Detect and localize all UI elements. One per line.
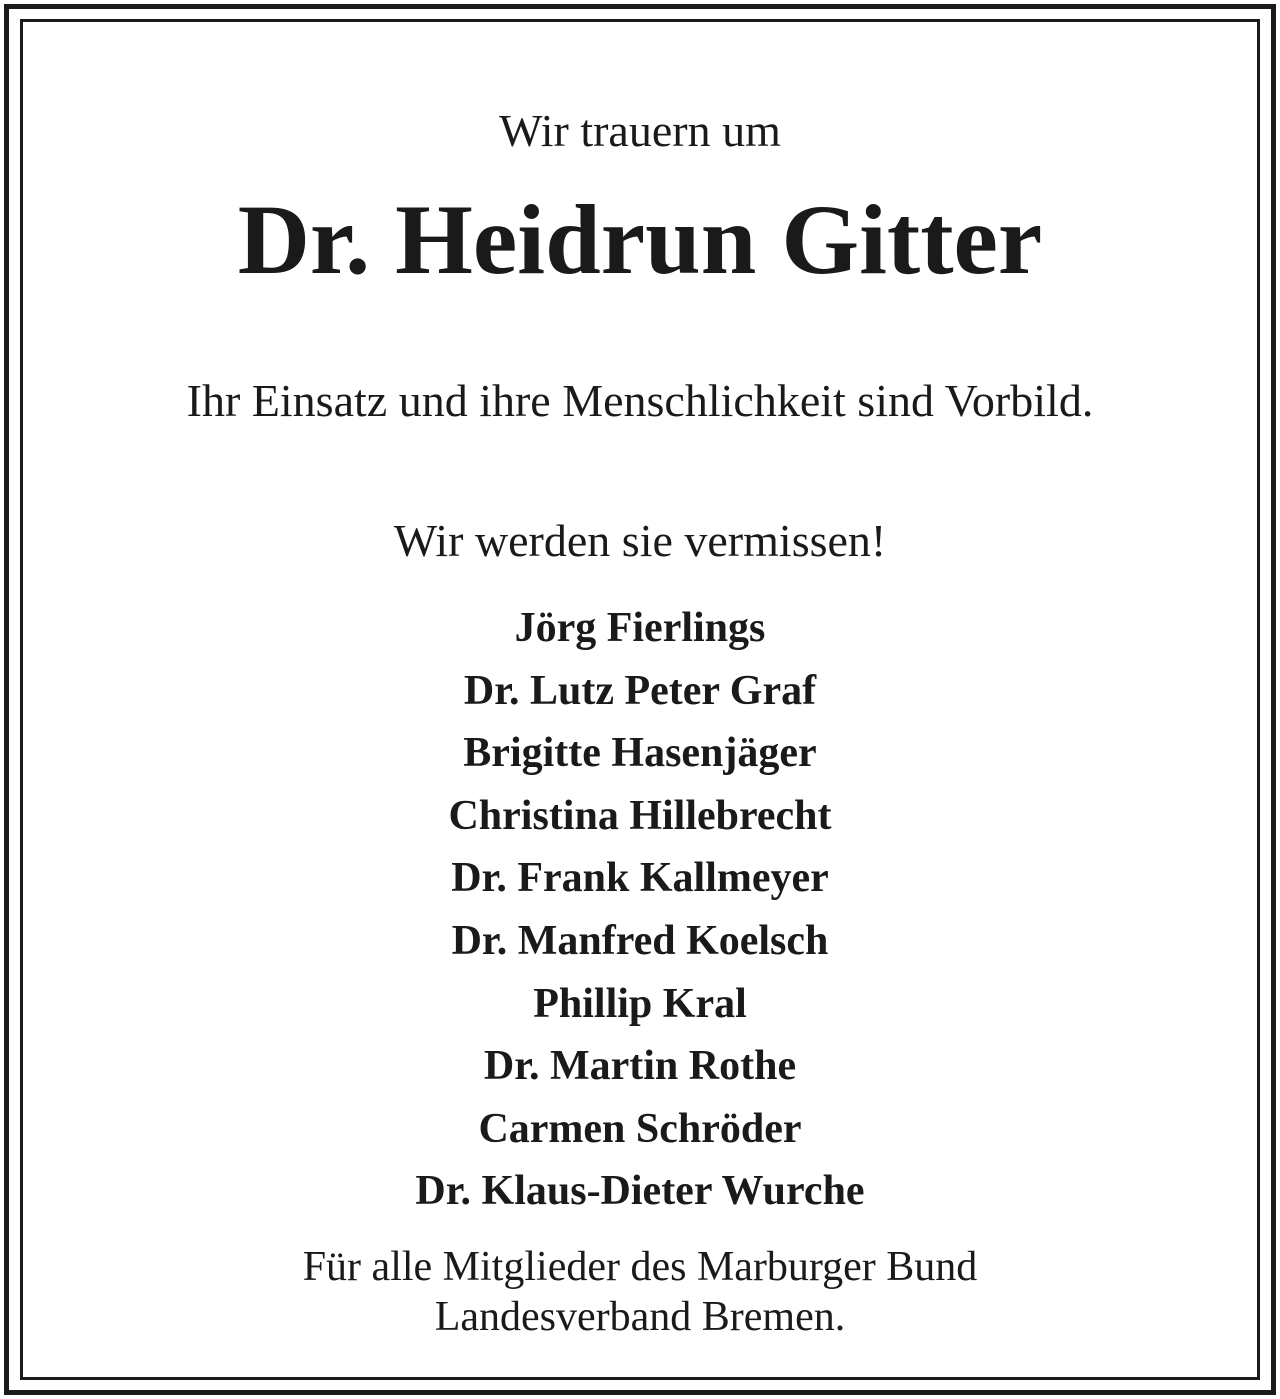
footer-line-1: Für alle Mitglieder des Marburger Bund [302,1244,978,1290]
signer-name: Carmen Schröder [478,1105,802,1152]
footer [0,1242,1280,1342]
signer-name: Brigitte Hasenjäger [463,730,817,777]
signer-name: Dr. Martin Rothe [483,1043,797,1090]
signer-name: Dr. Frank Kallmeyer [451,855,829,902]
signer-name: Phillip Kral [533,980,747,1027]
deceased-name: Dr. Heidrun Gitter [237,184,1043,295]
intro-text: Wir trauern um [499,105,781,156]
signer-name: Dr. Lutz Peter Graf [463,667,817,714]
tribute-text: Ihr Einsatz und ihre Menschlichkeit sind Vorbild. [186,375,1094,426]
footer-line-2: Landesverband Bremen. [434,1294,846,1340]
signer-name: Dr. Klaus-Dieter Wurche [415,1168,865,1215]
signer-list [0,604,1280,1230]
signer-name: Jörg Fierlings [514,605,766,651]
signer-name: Dr. Manfred Koelsch [451,917,829,964]
signer-name: Christina Hillebrecht [448,792,832,839]
farewell-text: Wir werden sie vermissen! [393,515,887,566]
